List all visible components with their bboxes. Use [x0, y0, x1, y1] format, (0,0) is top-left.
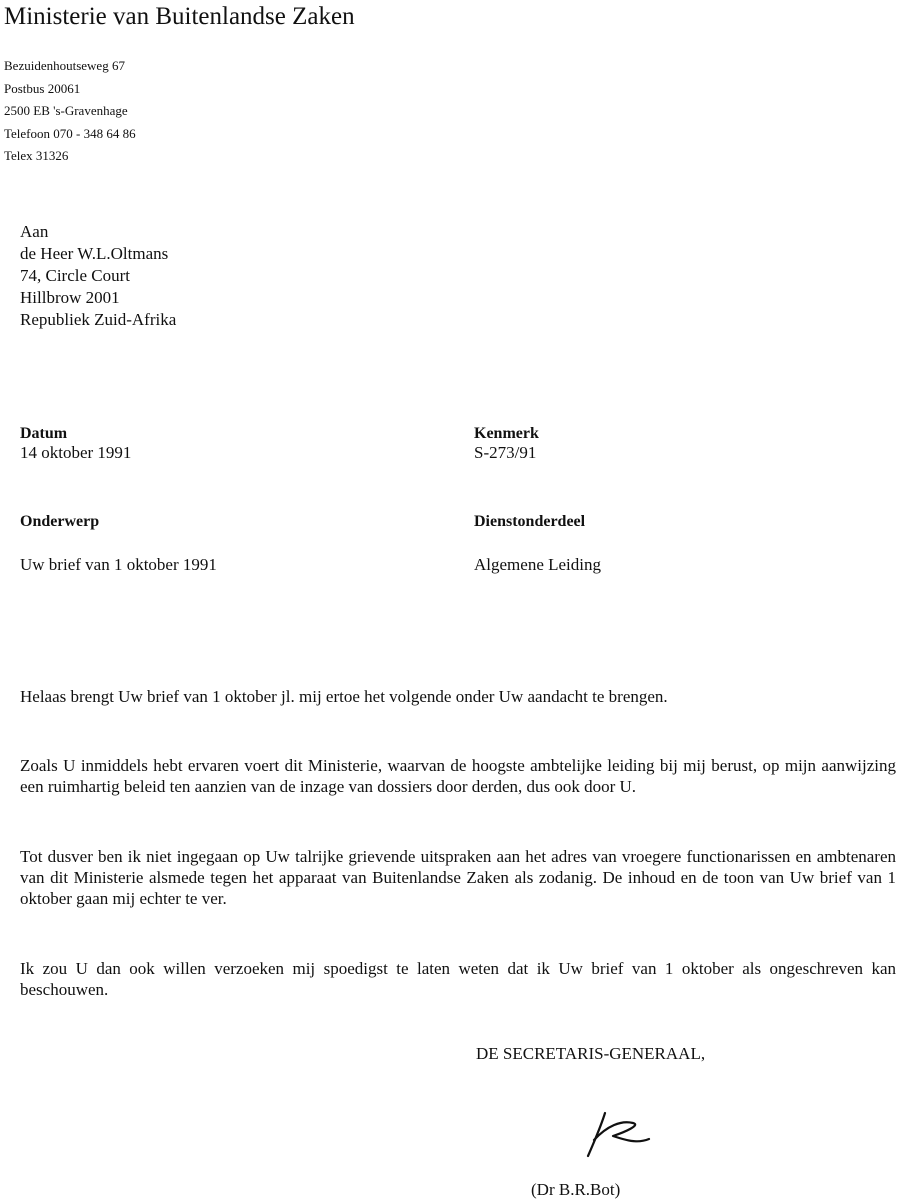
- address-line: Telex 31326: [4, 148, 69, 163]
- recipient-line: Hillbrow 2001: [20, 288, 120, 307]
- recipient-line: Republiek Zuid-Afrika: [20, 310, 177, 329]
- datum-label: Datum: [20, 425, 68, 442]
- kenmerk-value: S-273/91: [474, 443, 537, 462]
- dienstonderdeel-label: Dienstonderdeel: [474, 513, 586, 530]
- body-paragraph: Zoals U inmiddels hebt ervaren voert dit Ministerie, waarvan de hoogste ambtelijke leiding bij mij berust, op mijn aanwijzing een ruimhartig beleid ten aanzien van de inzage van dossiers door derden, dus ook door U.: [20, 756, 896, 796]
- recipient-line: 74, Circle Court: [20, 266, 131, 285]
- signer-name: (Dr B.R.Bot): [531, 1180, 621, 1199]
- onderwerp-label: Onderwerp: [20, 513, 100, 530]
- ministry-title: Ministerie van Buitenlandse Zaken: [4, 3, 355, 30]
- closing-title: DE SECRETARIS-GENERAAL,: [476, 1044, 706, 1063]
- datum-value: 14 oktober 1991: [20, 443, 132, 462]
- address-line: Postbus 20061: [4, 80, 81, 96]
- dienstonderdeel-value: Algemene Leiding: [474, 555, 601, 574]
- body-paragraph: Ik zou U dan ook willen verzoeken mij spoedigst te laten weten dat ik Uw brief van 1 oktober als ongeschreven kan beschouwen.: [20, 959, 896, 999]
- recipient-line: Aan: [20, 222, 49, 241]
- recipient-line: de Heer W.L.Oltmans: [20, 244, 169, 263]
- body-paragraph: Helaas brengt Uw brief van 1 oktober jl. mij ertoe het volgende onder Uw aandacht te brengen.: [20, 687, 668, 706]
- address-line: 2500 EB 's-Gravenhage: [4, 103, 128, 118]
- kenmerk-label: Kenmerk: [474, 425, 539, 442]
- handwritten-signature: [585, 1110, 657, 1160]
- sender-address: [4, 55, 136, 168]
- address-line: Bezuidenhoutseweg 67: [4, 58, 125, 73]
- recipient-block: [20, 221, 176, 331]
- address-line: Telefoon 070 - 348 64 86: [4, 125, 136, 141]
- body-paragraph: Tot dusver ben ik niet ingegaan op Uw talrijke grievende uitspraken aan het adres van vroegere functionarissen en ambtenaren van dit Ministerie alsmede tegen het apparaat van Buitenlandse Zaken als zodanig. De inhoud en de toon van Uw brief van 1 oktober gaan mij echter te ver.: [20, 847, 896, 908]
- onderwerp-value: Uw brief van 1 oktober 1991: [20, 555, 217, 574]
